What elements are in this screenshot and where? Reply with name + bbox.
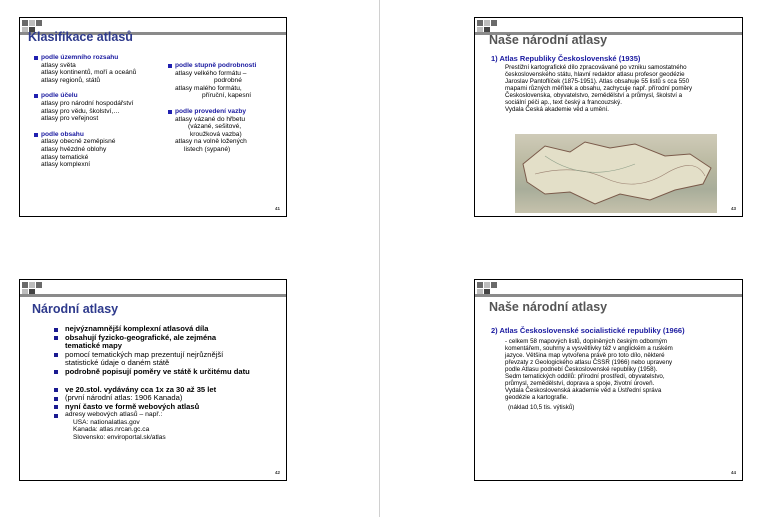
list-item: ve 20.stol. vydávány cca 1x za 30 až 35 let — [54, 386, 284, 395]
web-link-canada: Kanada: atlas.nrcan.gc.ca — [73, 426, 150, 434]
list-item: podrobné — [214, 77, 242, 85]
list-item: atlasy pro národní hospodářství — [41, 99, 134, 107]
group-heading: podle účelu — [34, 92, 164, 100]
right-column — [168, 62, 286, 154]
list-item: atlasy regionů, států — [41, 76, 101, 84]
description-paragraph: Prestižní kartografické dílo zpracovávané po vzniku samostatného československého státu, hlavní redaktor atlasu profesor geodézie Jaroslav Pantoflíček (1875-1951). Atlas obsahuje 55 listů s cca 550 mapami různých měřítek a obsahu, zachycuje např. přírodní poměry Československa, obyvatelstvo, zemědělství a průmysl, školství a sociální péči ap., text český a francouzský. Vydala Česká akademie věd a umění. — [505, 64, 693, 113]
page-divider — [379, 0, 380, 517]
slide-title: Národní atlasy — [32, 302, 119, 316]
section-heading: 1) Atlas Republiky Československé (1935) — [491, 54, 641, 63]
list-item: atlasy pro veřejnost — [41, 115, 99, 123]
list-item: atlasy hvězdné oblohy — [41, 145, 107, 153]
list-item: podrobně popisují poměry ve státě k určitému datu — [54, 368, 284, 377]
group-heading: podle provedení vazby — [168, 108, 286, 116]
list-item: adresy webových atlasů – např.: — [54, 411, 284, 419]
list-item: (vázané, sešitové, — [188, 123, 242, 131]
left-column — [34, 54, 164, 169]
list-item: atlasy pro vědu, školství,… — [41, 107, 120, 115]
slide-number: 44 — [730, 470, 736, 475]
description-paragraph: - celkem 58 mapových listů, dopíněných českým odborným komentářem, souhrny a vysvětlivky též v anglickém a ruském jazyce. Většina map vytvořena právě pro toto dílo, některé převzaty z Geologického atlasu ČSSR (1966) nebo upraveny podle Atlasu podnebí Československé republiky (1958). Sedm tematických oddílů: přírodní prostředí, obyvatelstvo, průmysl, zemědělství, doprava a spoje, životní úroveň. Vydala Československá akademie věd a Ústřední správa geodézie a kartografie. (náklad 10,5 tis. výtisků) — [505, 338, 741, 411]
title-bar — [20, 294, 287, 297]
slide-number: 41 — [274, 206, 280, 211]
slide-number: 43 — [730, 206, 736, 211]
title-bar — [475, 294, 743, 297]
list-item: atlasy velkého formátu – — [175, 69, 247, 77]
list-item: příruční, kapesní — [202, 92, 252, 100]
slide-title: Naše národní atlasy — [489, 33, 608, 47]
slide-number: 42 — [274, 470, 280, 475]
list-item: atlasy vázané do hřbetu — [175, 115, 246, 123]
list-item: listech (sypané) — [184, 145, 231, 153]
list-item: atlasy světa — [41, 61, 76, 69]
group-heading: podle obsahu — [34, 131, 164, 139]
list-item: obsahují fyzicko-geografické, ale zejména tematické mapy — [54, 334, 284, 351]
bullet-list — [54, 325, 284, 441]
list-item: kroužková vazba) — [190, 130, 242, 138]
section-heading: 2) Atlas Československé socialistické republiky (1966) — [491, 326, 685, 335]
web-link-slovakia: Slovensko: enviroportal.sk/atlas — [73, 433, 166, 441]
list-item: atlasy obecně zeměpisné — [41, 138, 116, 146]
slide-41 — [19, 17, 287, 217]
slide-title: Naše národní atlasy — [489, 300, 608, 314]
czechoslovakia-map-image — [515, 134, 717, 213]
list-item: atlasy kontinentů, moří a oceánů — [41, 69, 137, 77]
list-item: nyní často ve formě webových atlasů — [54, 403, 284, 412]
list-item: atlasy malého formátu, — [175, 84, 242, 92]
list-item: atlasy na volně ložených — [175, 138, 247, 146]
group-heading: podle územního rozsahu — [34, 54, 164, 62]
list-item: atlasy komplexní — [41, 161, 91, 169]
list-item: (první národní atlas: 1906 Kanada) — [54, 394, 284, 403]
group-heading: podle stupně podrobnosti — [168, 62, 286, 70]
slide-43 — [474, 17, 743, 217]
list-item: pomocí tematických map prezentují nejrůznější statistické údaje o daném státě — [54, 351, 284, 368]
slide-44 — [474, 279, 743, 481]
list-item: nejvýznamnější komplexní atlasová díla — [54, 325, 284, 334]
list-item: atlasy tematické — [41, 153, 89, 161]
print-run-note: (náklad 10,5 tis. výtisků) — [508, 404, 575, 411]
slide-42 — [19, 279, 287, 481]
web-link-usa: USA: nationalatlas.gov — [73, 418, 140, 426]
slide-title: Klasifikace atlasů — [28, 30, 133, 44]
